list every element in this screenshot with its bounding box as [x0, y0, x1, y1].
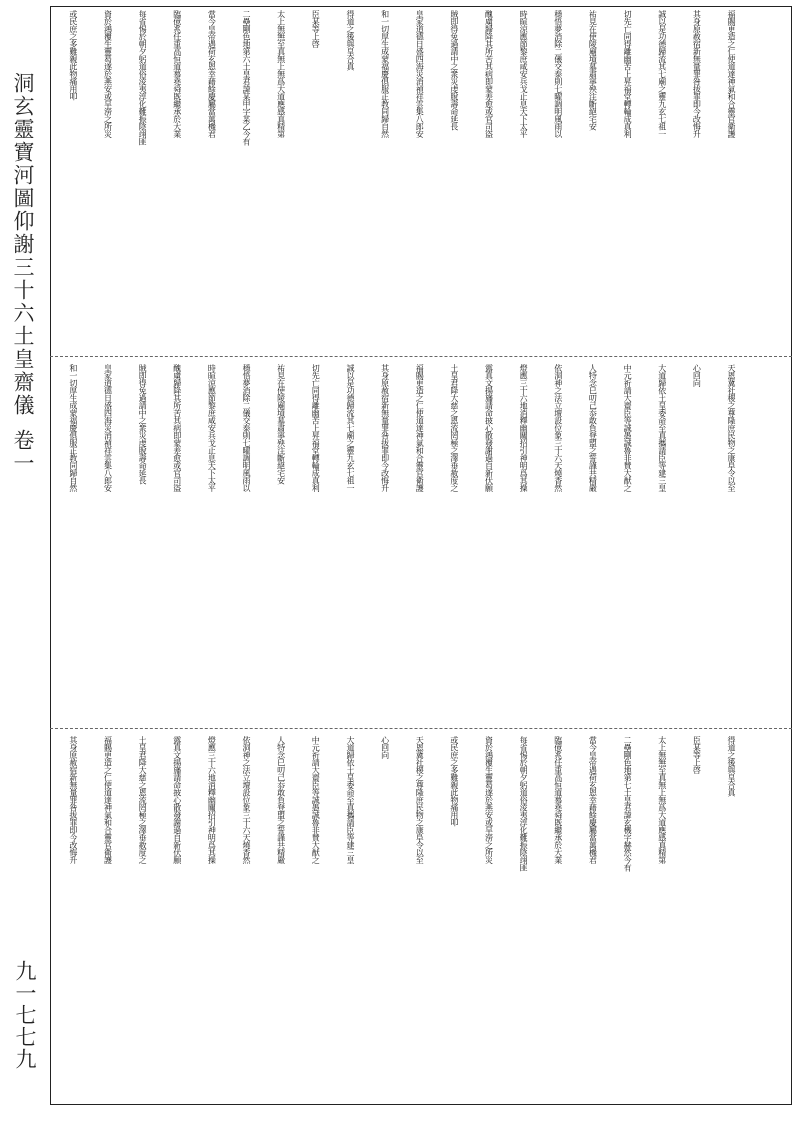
text-column: 依洞神之法立壇設位象三十六天燒香然 [242, 736, 252, 864]
text-column: 其身原赦宿新無量罪咎拔罪即今改悔升 [68, 736, 78, 864]
text-column: 臣某等上啓 [692, 736, 702, 774]
text-column: 大道歸依土皇委命至真攜請臣等建三皇 [657, 364, 667, 492]
text-column: 露真文揚旛請命披心散發謝過自新伏願 [484, 364, 494, 492]
register-bottom [50, 732, 755, 1104]
text-column: 切先亡同得離幽苦上昇福堂轉輪成真利 [623, 10, 633, 138]
text-column: 和一切厚生成蒙福慶俱服正教同歸自然 [380, 10, 390, 138]
text-column: 賊即得免過請中之衆災虔脫壽命延長 [449, 10, 459, 130]
text-column: 人特念巳叨己忝敢負登盟之誓謹共精嚴 [588, 364, 598, 492]
text-column: 福賜更造之仁使道達神氣和合靈官衛護 [415, 364, 425, 492]
register-divider [50, 728, 792, 729]
text-column: 祐見在使陵廟墳墓肅寧殃注斷絕宅安 [588, 10, 598, 130]
register-top [50, 6, 755, 356]
text-column: 太上無無至真無上無爲大道應感真精第 [657, 736, 667, 864]
text-column: 土皇君降大慈之恩流罔極之澤垂赦度之 [449, 364, 459, 492]
text-column: 人特念巳叨己忝敢負登盟之誓謹共精嚴 [276, 736, 286, 864]
text-column: 中元祈請大齋臣等誠愚誠魯非賛大猷之 [623, 364, 633, 492]
text-column: 賊即得免過請中之衆災虔脫壽命延長 [138, 364, 148, 484]
text-column: 福賜更造之仁使道達神氣和合靈官衛護 [726, 10, 736, 138]
margin-title [8, 72, 38, 492]
text-column: 醜虜歸降其所苦其病即蒙差愈或官司盜 [172, 364, 182, 492]
text-column: 穩悟夢消除二儀交泰則七曜調明風雨以 [242, 364, 252, 492]
text-column: 臨億兆任重高恒道慕堯舜既繼承於大業 [553, 736, 563, 864]
text-column: 得道之後與皇合真 [345, 10, 355, 70]
text-column: 誠以是功德歸流其七廟之靈九玄七祖一 [657, 10, 667, 138]
text-column: 每省惕於朝夕躬道俗淩夷淳化難振陰翊匪 [138, 10, 148, 145]
text-column: 二壘剛色地第七土皇君諱玄機字赫然今有 [623, 736, 633, 871]
text-column: 穩悟夢消除二儀交泰則七曜調明風雨以 [553, 10, 563, 138]
text-column: 或民庶之多難親此物痛用叩 [449, 736, 459, 826]
register-middle [50, 360, 755, 726]
text-column: 其身原赦宿新無量罪咎拔罪即今改悔升 [380, 364, 390, 492]
text-column: 當今皇帝遇荷玄恩幸藉餘慶屬當萬機君 [207, 10, 217, 138]
text-column: 心回向 [692, 364, 702, 387]
text-column: 大道歸依土皇委命至真攜請臣等建三皇 [345, 736, 355, 864]
book-title: 洞玄靈寶河圖仰謝三十六土皇齋儀 [11, 72, 35, 417]
text-column: 當今皇帝遇荷玄恩幸藉餘慶屬當萬機君 [588, 736, 598, 864]
text-column: 天恩冀社稷之尊隆庶民物之康阜令以至 [415, 736, 425, 864]
text-column: 每省惕於朝夕躬道俗淩夷淳化難振陰翊匪 [519, 736, 529, 871]
text-column: 其身原赦宿新無量罪咎拔罪即今改悔升 [692, 10, 702, 138]
text-column: 心回向 [380, 736, 390, 759]
text-column: 臨億兆任重高恒道慕堯舜既繼承於大業 [172, 10, 182, 138]
text-column: 或民庶之多難親此物痛用叩 [68, 10, 78, 100]
text-column: 太上無無至真無上無爲大道應感真精第 [276, 10, 286, 138]
text-column: 二壘剛色地第六土皇君諱某甲字某乙今有 [242, 10, 252, 145]
text-column: 燈應三十六地消釋幽關招引神明爲其操 [207, 736, 217, 864]
text-column: 中元祈請大齋臣等誠愚誠魯非賛大猷之 [311, 736, 321, 864]
text-column: 皇家道德日盛四海災消禎祥雲集八郎安 [415, 10, 425, 138]
page-number: 九一七七九 [13, 960, 37, 1070]
text-column: 福賜更造之仁使道達神氣和合靈官衛護 [103, 736, 113, 864]
text-column: 臣某等上啓 [311, 10, 321, 48]
text-column: 依洞神之法立壇設位象三十六天燒香然 [553, 364, 563, 492]
text-column: 得道之後與皇合真 [726, 736, 736, 796]
text-column: 資於鴻覆生靈曷遂於燕安或旱澇之所災 [103, 10, 113, 138]
text-column: 露真文揚旛請命披心散發謝過自新伏願 [172, 736, 182, 864]
text-column: 天恩冀社稷之尊隆庶民物之康阜令以至 [726, 364, 736, 492]
volume-label: 卷一 [11, 429, 35, 475]
text-column: 時暄涼應節黎庶咸安兵戈止息天下太平 [207, 364, 217, 492]
text-column: 皇家道德日盛四海災消禎祥雲集八郎安 [103, 364, 113, 492]
text-column: 和一切厚生成蒙福慶俱服正教同歸自然 [68, 364, 78, 492]
text-column: 燈應三十六地消釋幽關招引神明爲其操 [519, 364, 529, 492]
text-column: 資於鴻覆生靈曷遂於燕安或旱澇之所災 [484, 736, 494, 864]
text-column: 誠以是功德歸流其七廟之靈九玄七祖一 [345, 364, 355, 492]
text-column: 醜虜歸降其所苦其病即蒙差愈或官司盜 [484, 10, 494, 138]
register-divider [50, 356, 792, 357]
text-column: 祐見在使陵廟墳墓肅寧殃注斷絕宅安 [276, 364, 286, 484]
text-column: 土皇君降大慈之恩流罔極之澤垂赦度之 [138, 736, 148, 864]
text-column: 時暄涼應節黎庶咸安兵戈止息天下太平 [519, 10, 529, 138]
text-column: 切先亡同得離幽苦上昇福堂轉輪成真利 [311, 364, 321, 492]
